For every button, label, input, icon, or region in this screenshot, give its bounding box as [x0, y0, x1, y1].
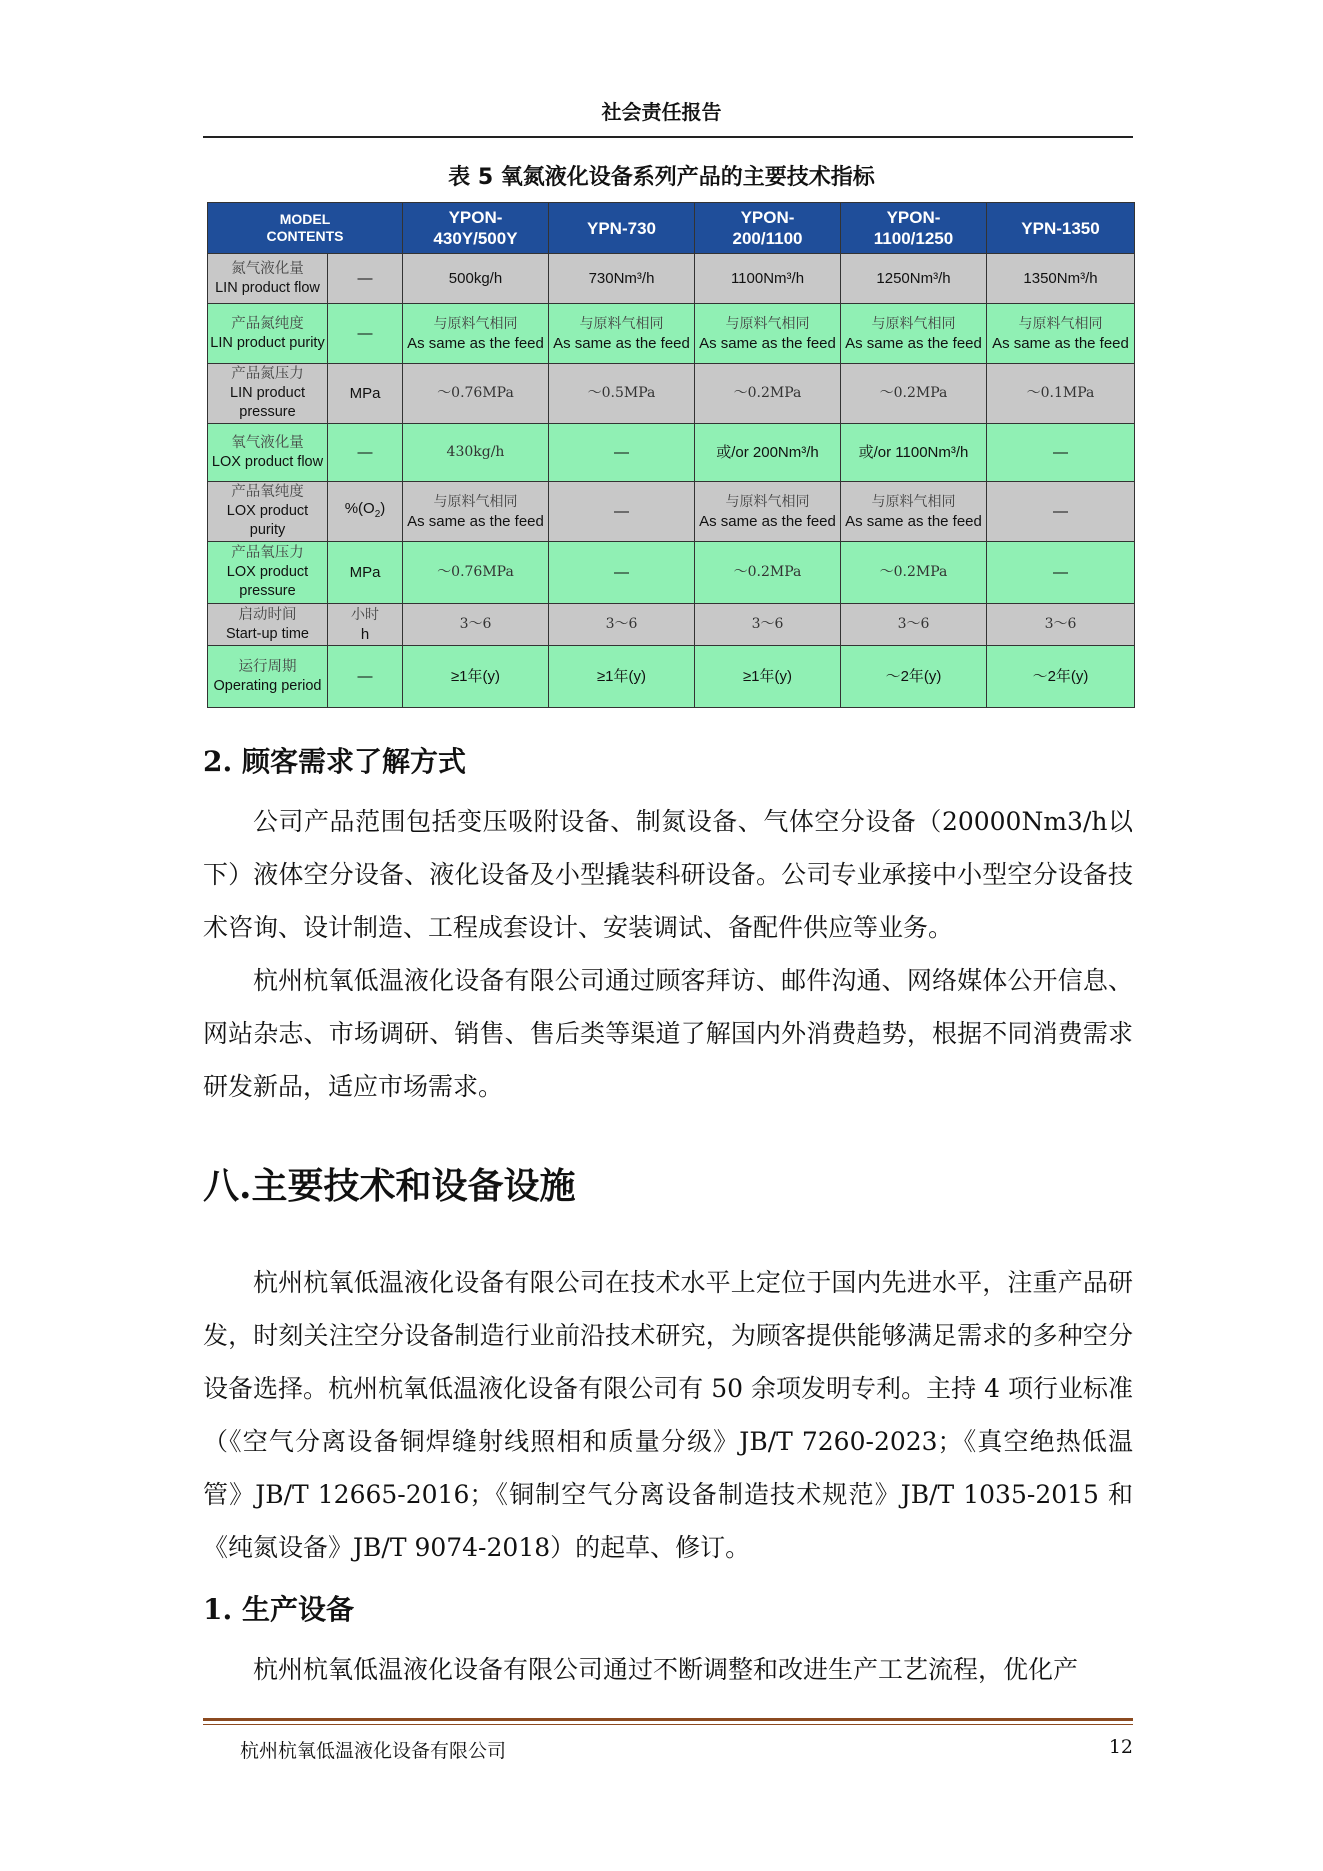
table-row	[208, 424, 1135, 482]
table-cell: 与原料气相同 As same as the feed	[987, 304, 1135, 364]
table-cell: 3～6	[695, 604, 841, 646]
row-label: 氧气液化量 LOX product flow	[208, 424, 328, 482]
table-cell: ～0.2MPa	[841, 364, 987, 424]
row-label: 产品氮纯度 LIN product purity	[208, 304, 328, 364]
page-number: 12	[1108, 1736, 1133, 1758]
model-contents-header: MODEL CONTENTS	[208, 203, 403, 254]
table-cell: ～0.1MPa	[987, 364, 1135, 424]
table-cell: 与原料气相同 As same as the feed	[549, 304, 695, 364]
header-divider	[203, 136, 1133, 138]
table-cell: 与原料气相同 As same as the feed	[841, 482, 987, 542]
col-header: YPN-730	[549, 203, 695, 254]
table-cell: 与原料气相同 As same as the feed	[403, 304, 549, 364]
table-cell: 与原料气相同 As same as the feed	[695, 304, 841, 364]
row-label: 运行周期 Operating period	[208, 646, 328, 708]
row-label: 氮气液化量 LIN product flow	[208, 254, 328, 304]
col-header: YPON- 200/1100	[695, 203, 841, 254]
table-cell: ～0.76MPa	[403, 542, 549, 604]
row-unit: —	[328, 424, 403, 482]
table-cell: 3～6	[841, 604, 987, 646]
table-cell: ～0.76MPa	[403, 364, 549, 424]
row-unit: MPa	[328, 542, 403, 604]
table-row	[208, 482, 1135, 542]
row-unit: 小时 h	[328, 604, 403, 646]
table-cell: —	[987, 482, 1135, 542]
table-cell: ～0.2MPa	[841, 542, 987, 604]
table-row	[208, 364, 1135, 424]
table-cell: 730Nm³/h	[549, 254, 695, 304]
paragraph: 杭州杭氧低温液化设备有限公司通过不断调整和改进生产工艺流程，优化产	[253, 1655, 1079, 1684]
col-header: YPON- 1100/1250	[841, 203, 987, 254]
table-cell: 3～6	[403, 604, 549, 646]
table-cell: ～0.2MPa	[695, 364, 841, 424]
table-cell: 与原料气相同 As same as the feed	[403, 482, 549, 542]
row-unit: —	[328, 646, 403, 708]
table-cell: 1100Nm³/h	[695, 254, 841, 304]
row-unit: —	[328, 254, 403, 304]
table-cell: —	[987, 424, 1135, 482]
chapter-heading-technology: 八.主要技术和设备设施	[203, 1165, 576, 1207]
col-header: YPN-1350	[987, 203, 1135, 254]
table-row	[208, 542, 1135, 604]
table-cell: ～2年(y)	[841, 646, 987, 708]
table-cell: 与原料气相同 As same as the feed	[841, 304, 987, 364]
table-cell: 3～6	[987, 604, 1135, 646]
table-row	[208, 304, 1135, 364]
footer-divider-thin	[203, 1724, 1133, 1725]
table-cell: ≥1年(y)	[549, 646, 695, 708]
report-header-title: 社会责任报告	[601, 100, 722, 124]
footer-divider	[203, 1718, 1133, 1721]
table-cell: ≥1年(y)	[695, 646, 841, 708]
table-cell: —	[549, 542, 695, 604]
table-cell: ≥1年(y)	[403, 646, 549, 708]
table-cell: 1350Nm³/h	[987, 254, 1135, 304]
table-cell: ～0.5MPa	[549, 364, 695, 424]
col-header: YPON- 430Y/500Y	[403, 203, 549, 254]
row-label: 产品氧纯度 LOX product purity	[208, 482, 328, 542]
spec-table	[207, 202, 1135, 708]
row-unit: MPa	[328, 364, 403, 424]
paragraph: 杭州杭氧低温液化设备有限公司通过顾客拜访、邮件沟通、网络媒体公开信息、网站杂志、市场调研、销售、售后类等渠道了解国内外消费趋势，根据不同消费需求研发新品，适应市场需求。	[203, 966, 1133, 1101]
table-header-row	[208, 203, 1135, 254]
table-cell: 500kg/h	[403, 254, 549, 304]
row-unit: $\%(O_2)$	[328, 482, 403, 542]
table-row	[208, 646, 1135, 708]
paragraph: 公司产品范围包括变压吸附设备、制氮设备、气体空分设备（20000Nm3/h以下）液体空分设备、液化设备及小型撬装科研设备。公司专业承接中小型空分设备技术咨询、设计制造、工程成套设计、安装调试、备配件供应等业务。	[203, 807, 1133, 942]
row-label: 产品氮压力 LIN product pressure	[208, 364, 328, 424]
row-label: 产品氧压力 LOX product pressure	[208, 542, 328, 604]
row-unit: —	[328, 304, 403, 364]
table-cell: 与原料气相同 As same as the feed	[695, 482, 841, 542]
section-heading-production-equipment: 1. 生产设备	[203, 1593, 354, 1626]
footer-company-name: 杭州杭氧低温液化设备有限公司	[240, 1740, 507, 1762]
table-row	[208, 254, 1135, 304]
table-cell: —	[549, 424, 695, 482]
table-cell: 或/or 200Nm³/h	[695, 424, 841, 482]
table-cell: 1250Nm³/h	[841, 254, 987, 304]
table-cell: —	[549, 482, 695, 542]
table-cell: 或/or 1100Nm³/h	[841, 424, 987, 482]
paragraph: 杭州杭氧低温液化设备有限公司在技术水平上定位于国内先进水平，注重产品研发，时刻关注空分设备制造行业前沿技术研究，为顾客提供能够满足需求的多种空分设备选择。杭州杭氧低温液化设备有限公司有 50 余项发明专利。主持 4 项行业标准（《空气分离设备铜焊缝射线照相和质量分级》JB/T 7260-2023；《真空绝热低温管》JB/T 12665-2016；《铜制空气分离设备制造技术规范》JB/T 1035-2015 和《纯氮设备》JB/T 9074-2018）的起草、修订。	[203, 1268, 1133, 1562]
row-label: 启动时间 Start-up time	[208, 604, 328, 646]
table-cell: 430kg/h	[403, 424, 549, 482]
table-caption: 表 5 氧氮液化设备系列产品的主要技术指标	[448, 165, 875, 190]
table-cell: 3～6	[549, 604, 695, 646]
table-cell: —	[987, 542, 1135, 604]
table-cell: ～2年(y)	[987, 646, 1135, 708]
table-row	[208, 604, 1135, 646]
section-heading-customer-needs: 2. 顾客需求了解方式	[203, 745, 466, 778]
table-cell: ～0.2MPa	[695, 542, 841, 604]
